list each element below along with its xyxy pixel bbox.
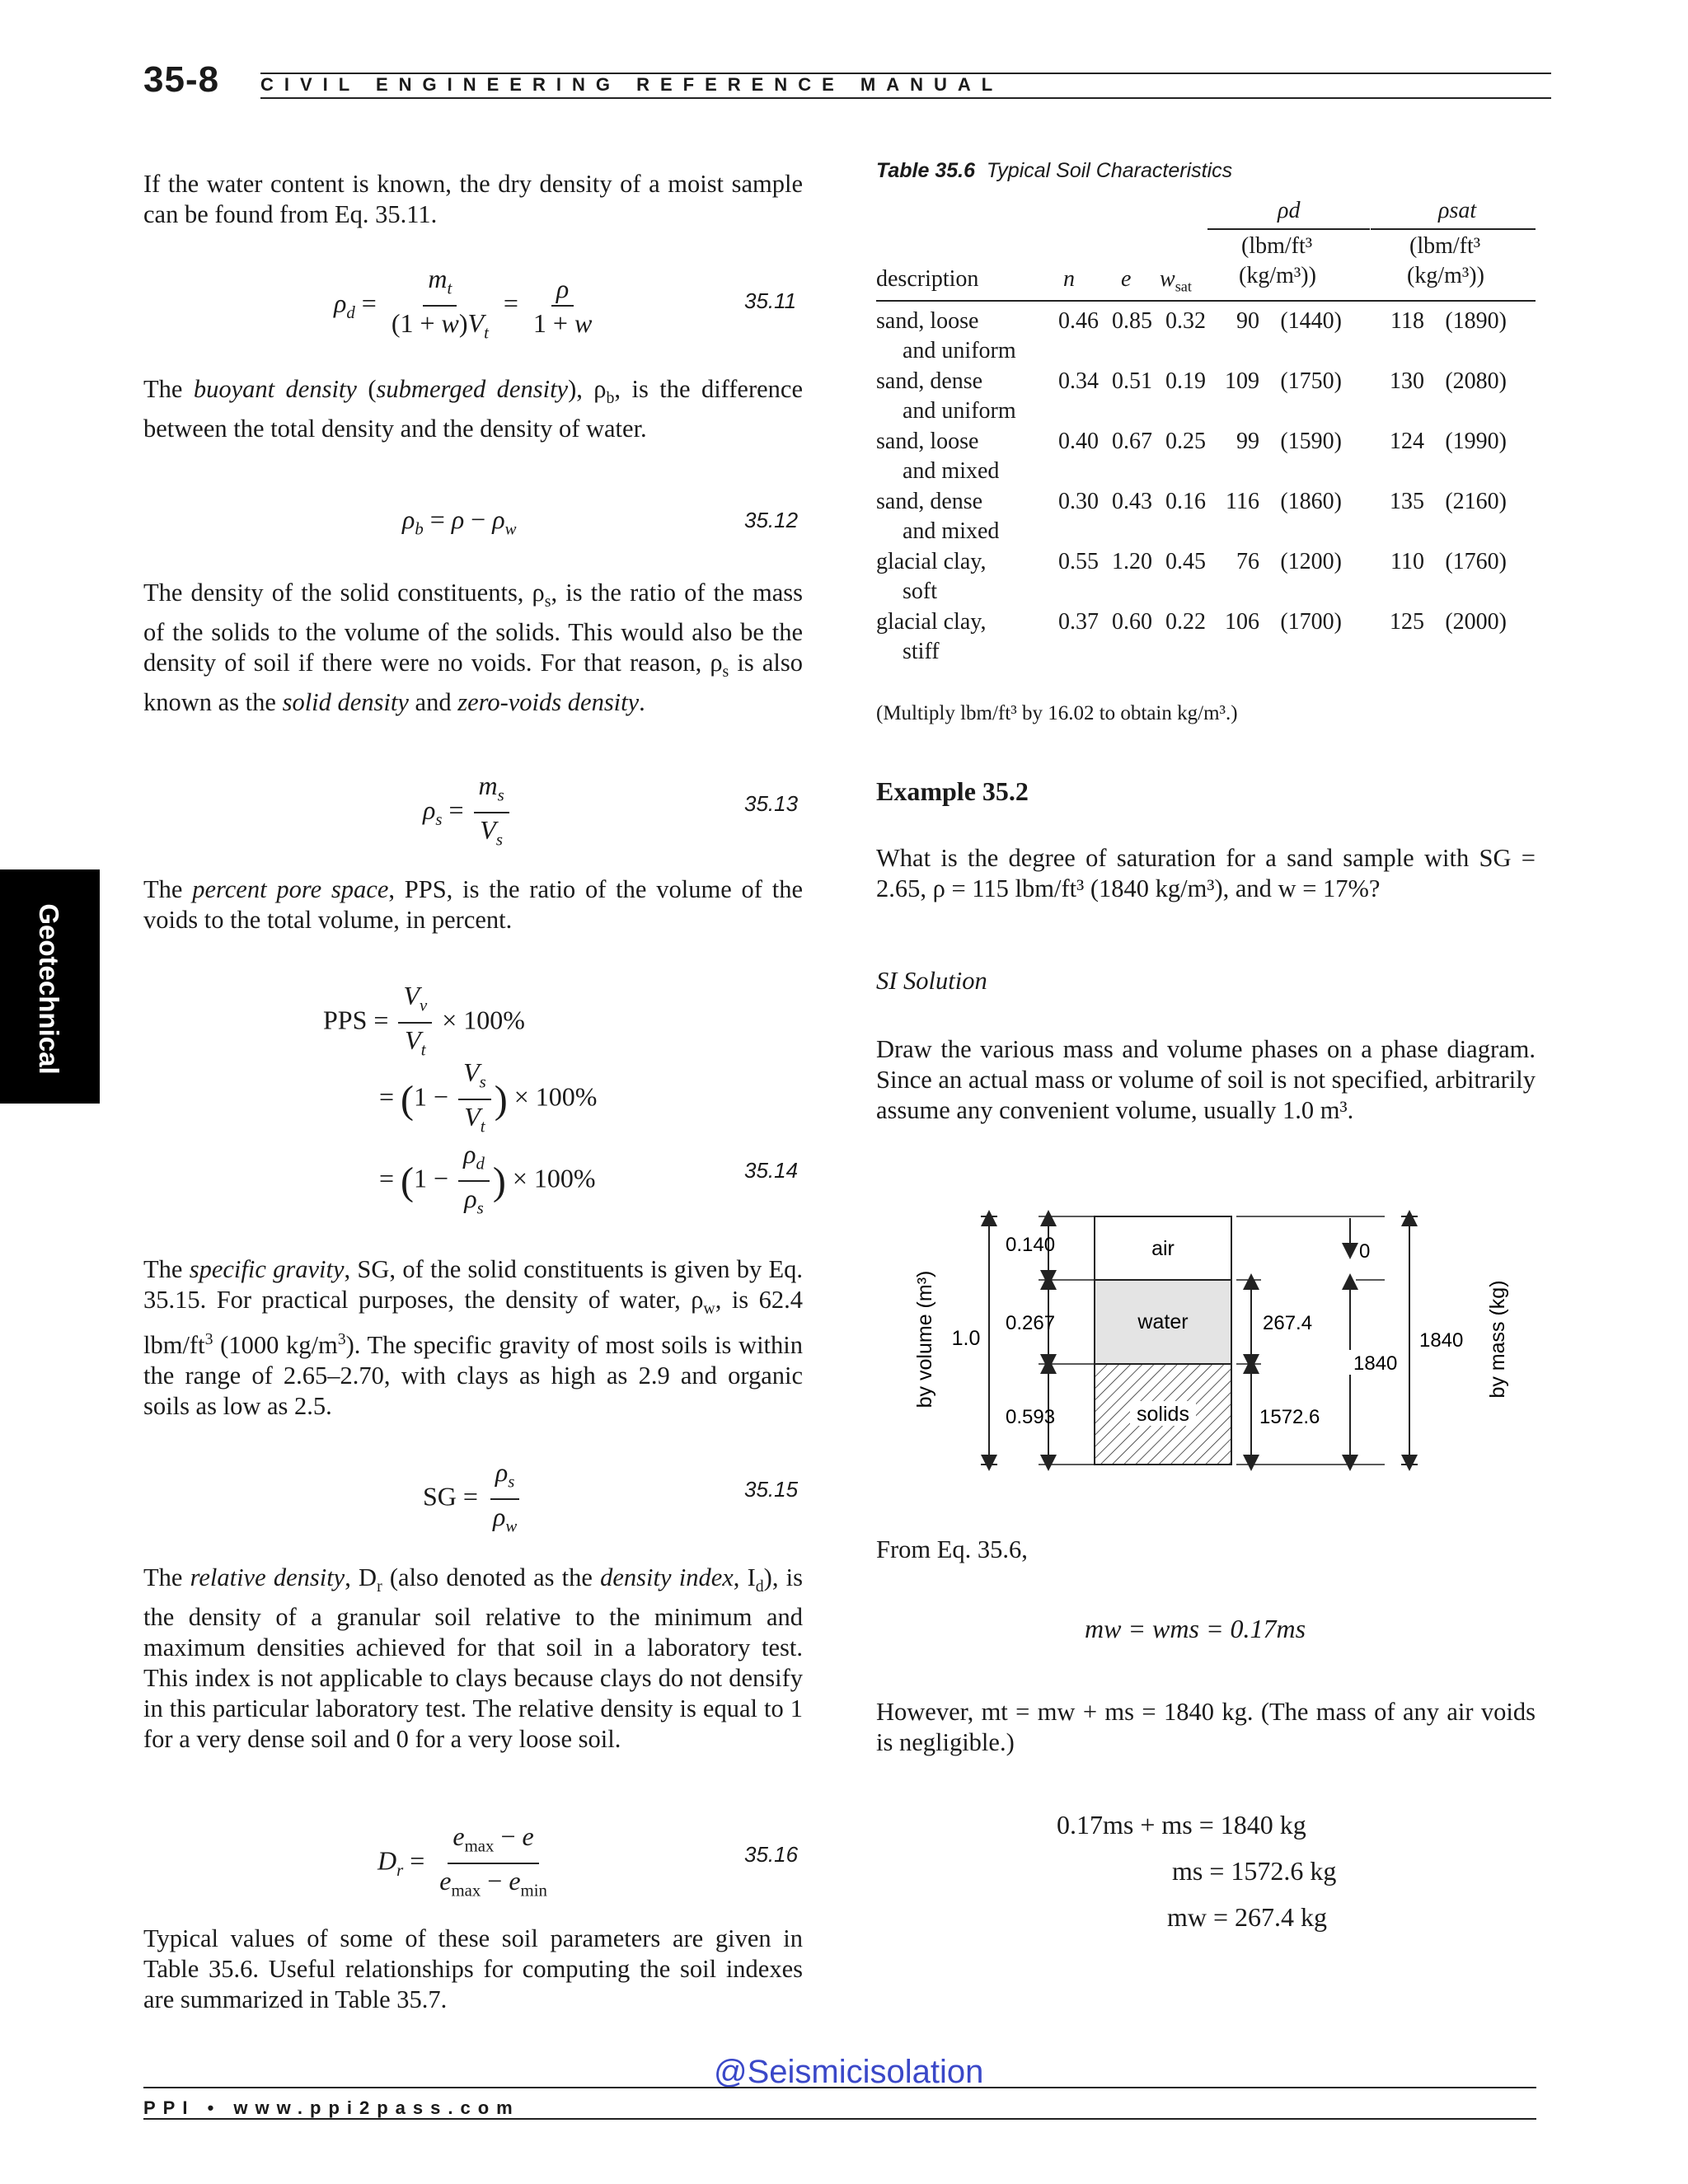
paragraph-percent-pore-space: The percent pore space, PPS, is the ratio of the volume of the voids to the total volume, in percent. — [143, 875, 803, 934]
table-cell-w: 0.45 — [1165, 549, 1206, 574]
equation-solve-2: ms = 1572.6 kg — [1172, 1856, 1337, 1886]
table-cell-description: sand, loose — [876, 429, 979, 454]
header-rule-bottom — [260, 97, 1551, 99]
volume-air-value: 0.140 — [1006, 1234, 1056, 1256]
water-label: water — [1137, 1310, 1189, 1333]
equation-number-35-15: 35.15 — [744, 1477, 799, 1502]
equation-number-35-11: 35.11 — [744, 288, 797, 313]
equation-number-35-13: 35.13 — [744, 791, 799, 816]
table-cell-rd: 99 — [1236, 429, 1259, 454]
table-cell-e: 0.60 — [1112, 609, 1152, 635]
table-cell-n: 0.46 — [1058, 308, 1099, 334]
table-group-rho-sat: ρsat — [1438, 198, 1477, 223]
table-cell-e: 0.51 — [1112, 368, 1152, 394]
table-cell-rsk: (1990) — [1445, 429, 1507, 454]
watermark: @Seismicisolation — [714, 2054, 984, 2090]
table-cell-description: glacial clay, — [876, 609, 987, 635]
table-cell-rd: 90 — [1236, 308, 1259, 334]
by-mass-label: by mass (kg) — [1486, 1280, 1509, 1399]
mass-air-value: 0 — [1359, 1240, 1371, 1263]
table-cell-rd: 76 — [1236, 549, 1259, 574]
equation-number-35-12: 35.12 — [744, 508, 799, 532]
table-cell-rd: 106 — [1225, 609, 1259, 635]
table-header-e: e — [1121, 266, 1132, 292]
table-cell-w: 0.16 — [1165, 489, 1206, 514]
table-cell-n: 0.37 — [1058, 609, 1099, 635]
table-cell-w: 0.19 — [1165, 368, 1206, 394]
table-group-rule-rho-d — [1207, 228, 1370, 230]
equation-35-14-line1: PPS = $\frac{V_v}{V_t}$ × 100% — [323, 981, 525, 1060]
equation-35-15: SG = $\frac{\rho_s}{\rho_w}$ — [423, 1457, 525, 1542]
table-cell-rdk: (1590) — [1280, 429, 1342, 454]
paragraph-typical-values: Typical values of some of these soil parameters are given in Table 35.6. Useful relationships for computing the soil indexes are summarized in Table 35.7. — [143, 1924, 803, 2013]
table-cell-rdk: (1750) — [1280, 368, 1342, 394]
equation-number-35-14: 35.14 — [744, 1158, 799, 1183]
section-tab-label: Geotechnical — [34, 903, 64, 1075]
table-cell-rs: 125 — [1390, 609, 1424, 635]
table-cell-rs: 130 — [1390, 368, 1424, 394]
volume-water-value: 0.267 — [1006, 1312, 1056, 1334]
paragraph-solid-density: The density of the solid constituents, $\rho_s$, is the ratio of the mass of the solids to the volume of the solids. This would also be the density of soil if there were no voids. For that reason, $\rho_s$ is also known as the solid density and zero-voids density. — [143, 579, 804, 717]
table-cell-description: sand, dense — [876, 368, 983, 394]
table-cell-n: 0.55 — [1058, 549, 1099, 574]
table-unit-rho-d-line2: (kg/m³)) — [1239, 263, 1316, 288]
table-cell-rs: 118 — [1390, 308, 1424, 334]
equation-35-12: $\rho_b = \rho - \rho_w$ — [402, 504, 517, 539]
table-cell-description-cont: soft — [903, 579, 937, 604]
table-cell-e: 0.85 — [1112, 308, 1152, 334]
table-row — [876, 368, 1536, 429]
table-row — [876, 609, 1536, 669]
table-cell-rs: 135 — [1390, 489, 1424, 514]
table-row — [876, 429, 1536, 489]
page-number: 35-8 — [143, 59, 220, 100]
table-cell-e: 1.20 — [1112, 549, 1152, 574]
table-row — [876, 308, 1536, 368]
equation-35-16: $D_r$ = $\frac{e_{max} - e}{e_{max} - e_{min}}$ — [377, 1821, 547, 1900]
table-cell-rsk: (1760) — [1445, 549, 1507, 574]
table-cell-description-cont: stiff — [903, 639, 940, 664]
table-cell-description-cont: and mixed — [903, 458, 1000, 484]
table-cell-rdk: (1700) — [1280, 609, 1342, 635]
table-cell-rdk: (1860) — [1280, 489, 1342, 514]
table-cell-description-cont: and uniform — [903, 398, 1016, 424]
equation-solve-1: 0.17ms + ms = 1840 kg — [1057, 1810, 1306, 1840]
table-body — [876, 308, 1536, 669]
table-caption: Table 35.6 Typical Soil Characteristics — [876, 159, 1233, 182]
example-heading: Example 35.2 — [876, 776, 1029, 806]
table-unit-rho-sat-line2: (kg/m³)) — [1407, 263, 1484, 288]
volume-solids-value: 0.593 — [1006, 1406, 1056, 1428]
table-row — [876, 549, 1536, 609]
from-eq-text: From Eq. 35.6, — [876, 1535, 1028, 1563]
solution-paragraph: Draw the various mass and volume phases on a phase diagram. Since an actual mass or volume of soil is not specified, arbitrarily assume any convenient volume, usually 1.0 m³. — [876, 1035, 1536, 1124]
table-cell-description-cont: and uniform — [903, 338, 1016, 363]
mass-total-value: 1840 — [1419, 1329, 1464, 1352]
table-group-rho-d: ρd — [1278, 198, 1301, 223]
total-volume-value: 1.0 — [951, 1327, 981, 1350]
table-cell-rdk: (1200) — [1280, 549, 1342, 574]
equation-35-14-line2: = (1 − $\frac{V_s}{V_t}$ ) × 100% — [379, 1057, 598, 1137]
equation-solve-3: mw = 267.4 kg — [1167, 1902, 1328, 1932]
paragraph-buoyant-density: The buoyant density (submerged density), $\rho_b$, is the difference between the total density and the density of water. — [143, 375, 803, 443]
equation-number-35-16: 35.16 — [744, 1842, 799, 1867]
equation-35-11: $\rho_d$ = $\frac{m_t}{(1 + w)V_t}$ = $\frac{\rho}{1 + w}$ — [334, 264, 593, 343]
table-cell-rd: 116 — [1226, 489, 1259, 514]
phase-diagram — [907, 1203, 1533, 1475]
table-cell-w: 0.25 — [1165, 429, 1206, 454]
table-cell-rsk: (2080) — [1445, 368, 1507, 394]
si-solution-heading: SI Solution — [876, 967, 987, 995]
equation-mw: mw = wms = 0.17ms — [1085, 1614, 1306, 1643]
table-cell-description: sand, loose — [876, 308, 979, 334]
table-cell-description: sand, dense — [876, 489, 983, 514]
air-label: air — [1151, 1237, 1175, 1260]
table-cell-rsk: (2160) — [1445, 489, 1507, 514]
equation-35-14-line3: = (1 − $\frac{\rho_d}{\rho_s}$ ) × 100% — [379, 1139, 596, 1218]
table-header-rule — [876, 300, 1536, 302]
footer-rule-bottom — [143, 2118, 1536, 2120]
mass-inner-total: 1840 — [1353, 1352, 1398, 1375]
table-cell-w: 0.32 — [1165, 308, 1206, 334]
table-cell-n: 0.30 — [1058, 489, 1099, 514]
table-cell-rs: 124 — [1390, 429, 1424, 454]
table-header-n: n — [1063, 266, 1075, 292]
running-title: CIVIL ENGINEERING REFERENCE MANUAL — [260, 74, 1004, 95]
footer-text: PPI • www.ppi2pass.com — [143, 2097, 520, 2118]
table-group-rule-rho-sat — [1371, 228, 1536, 230]
example-question: What is the degree of saturation for a sand sample with SG = 2.65, ρ = 115 lbm/ft³ (1840 kg/m³), and w = 17%? — [876, 844, 1536, 902]
mass-water-value: 267.4 — [1263, 1312, 1313, 1334]
paragraph-relative-density: The relative density, $D_r$ (also denoted as the density index, $I_d$), is the density of a granular soil relative to the minimum and maximum densities achieved for that soil in a laboratory test. This index is not applicable to clays because clays do not densify in this particular laboratory test. The relative density is equal to 1 for a very dense soil and 0 for a very loose soil. — [143, 1563, 803, 1754]
footer-rule-top — [143, 2087, 1536, 2088]
table-cell-n: 0.40 — [1058, 429, 1099, 454]
table-row — [876, 489, 1536, 549]
equation-35-13: $\rho_s$ = $\frac{m_s}{V_s}$ — [423, 771, 513, 855]
table-cell-rs: 110 — [1390, 549, 1424, 574]
table-cell-rd: 109 — [1225, 368, 1259, 394]
table-cell-w: 0.22 — [1165, 609, 1206, 635]
table-cell-rsk: (1890) — [1445, 308, 1507, 334]
table-note: (Multiply lbm/ft³ by 16.02 to obtain kg/m³.) — [876, 702, 1238, 724]
paragraph-dry-density: If the water content is known, the dry density of a moist sample can be found from Eq. 35.11. — [143, 170, 803, 228]
table-unit-rho-d-line1: (lbm/ft³ — [1241, 233, 1313, 259]
table-cell-n: 0.34 — [1058, 368, 1099, 394]
table-unit-rho-sat-line1: (lbm/ft³ — [1409, 233, 1481, 259]
table-header-wsat: $w_{sat}$ — [1160, 266, 1192, 295]
however-text: However, mt = mw + ms = 1840 kg. (The mass of any air voids is negligible.) — [876, 1698, 1536, 1756]
table-cell-rsk: (2000) — [1445, 609, 1507, 635]
table-cell-rdk: (1440) — [1280, 308, 1342, 334]
paragraph-specific-gravity: The specific gravity, SG, of the solid constituents is given by Eq. 35.15. For practical purposes, the density of water, $\rho_w$, is 62.4 lbm/$ft^3$ (1000 $kg/m^3$). The specific gravity of most soils is within the range of 2.65–2.70, with clays as high as 2.9 and organic soils as low as 2.5. — [143, 1255, 804, 1421]
mass-solids-value: 1572.6 — [1259, 1406, 1320, 1428]
table-header-description: description — [876, 266, 979, 292]
table-cell-description: glacial clay, — [876, 549, 987, 574]
table-cell-e: 0.67 — [1112, 429, 1152, 454]
table-cell-description-cont: and mixed — [903, 518, 1000, 544]
table-cell-e: 0.43 — [1112, 489, 1152, 514]
solids-label: solids — [1137, 1403, 1189, 1426]
by-volume-label: by volume (m³) — [913, 1270, 936, 1408]
